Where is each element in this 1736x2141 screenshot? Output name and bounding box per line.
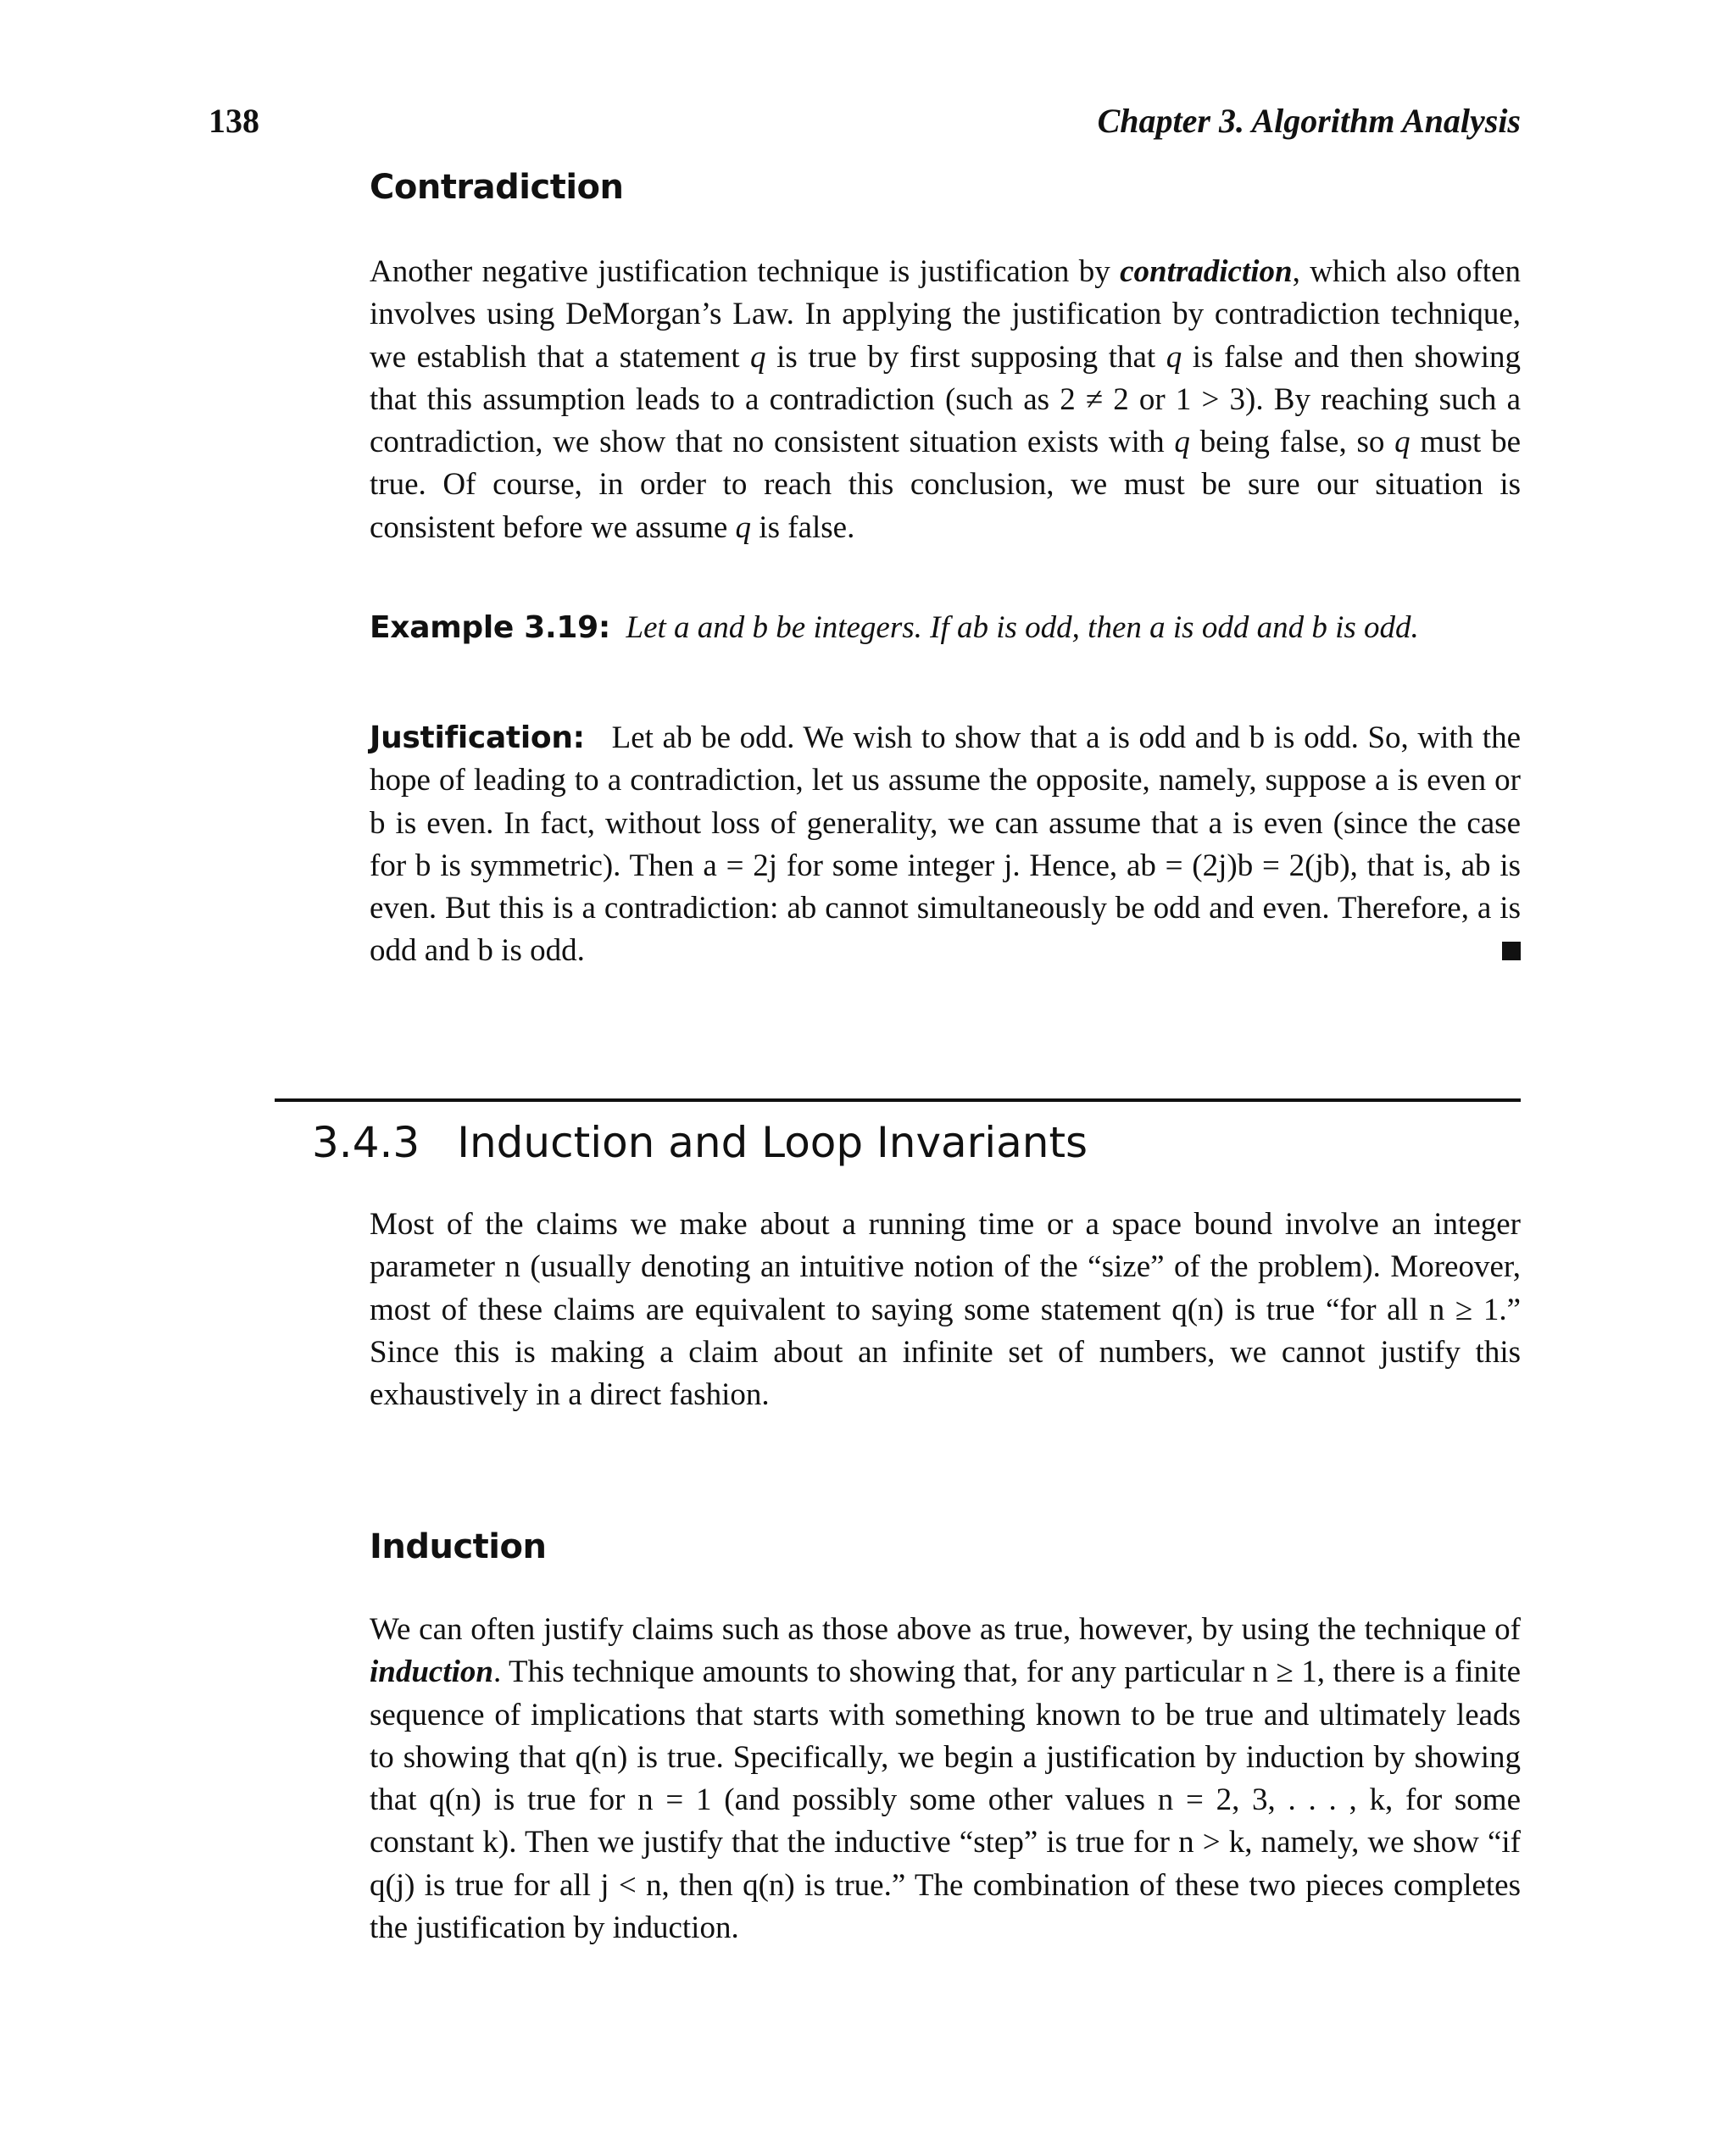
text-span: is false and then showing that this assumption leads to a contradiction (such as 2 ≠ 2 or 1 > 3). By reaching such a contradiction, we show that no consistent situation exists with — [370, 339, 1521, 460]
text-span: . This technique amounts to showing that, for any particular n ≥ 1, there is a finite sequence of implications that starts with something known to be true and ultimately leads to showing that q(n) is true. Specifically, we begin a justification by induction by showing that q(n) is true for n = 1 (and possibly some other values n = 2, 3, . . . , k, for some constant k). Then we justify that the inductive “step” is true for n > k, namely, we show “if q(j) is true for all j < n, then q(n) is true.” The combination of these two pieces completes the justification by induction. — [370, 1654, 1521, 1946]
induction-paragraph — [370, 1609, 1521, 1949]
example-label: Example 3.19: — [370, 610, 610, 645]
contradiction-paragraph — [370, 251, 1521, 549]
text-span: , which also often involves using DeMorgan’s Law. In applying the justification by contradiction technique, we establish that a statement — [370, 254, 1521, 375]
section-title: Induction and Loop Invariants — [457, 1118, 1088, 1167]
text-span: is true by first supposing that — [765, 339, 1166, 375]
justification-text: Let ab be odd. We wish to show that a is odd and b is odd. So, with the hope of leading to a contradiction, let us assume the opposite, namely, suppose a is even or b is even. In fact, without loss of generality, we can assume that a is even (since the case for b is symmetric). Then a = 2j for some integer j. Hence, ab = (2j)b = 2(jb), that is, ab is even. But this is a contradiction: ab cannot simultaneously be odd and even. Therefore, a is odd and b is odd. — [370, 720, 1522, 969]
induction-heading: Induction — [370, 1527, 547, 1566]
math-var: q — [735, 509, 752, 545]
section-number: 3.4.3 — [312, 1118, 420, 1167]
example-statement: Let a and b be integers. If ab is odd, then a is odd and b is odd. — [626, 610, 1419, 645]
running-header: Chapter 3. Algorithm Analysis — [1097, 102, 1521, 140]
text-span: must be true. Of course, in order to reach this conclusion, we must be sure our situation is consistent before we assume — [370, 425, 1521, 545]
text-span: We can often justify claims such as those above as true, however, by using the technique of — [370, 1612, 1521, 1647]
math-var: q — [1166, 339, 1182, 375]
section-heading — [312, 1115, 1088, 1170]
contradiction-heading: Contradiction — [370, 168, 624, 207]
example-3-19 — [370, 607, 1521, 649]
term-induction: induction — [370, 1654, 493, 1690]
term-contradiction: contradiction — [1120, 254, 1293, 289]
text-span: is false. — [751, 509, 855, 545]
math-var: q — [1394, 425, 1410, 460]
qed-square-icon — [1502, 942, 1521, 960]
text-span: being false, so — [1189, 425, 1395, 460]
page-number: 138 — [209, 102, 259, 140]
math-var: q — [1174, 425, 1190, 460]
justification-paragraph — [370, 717, 1521, 973]
section-intro-paragraph: Most of the claims we make about a running time or a space bound involve an integer parameter n (usually denoting an intuitive notion of the “size” of the problem). Moreover, most of these claims are equivalent to saying some statement q(n) is true “for all n ≥ 1.” Since this is making a claim about an infinite set of numbers, we cannot justify this exhaustively in a direct fashion. — [370, 1207, 1521, 1413]
section-divider — [275, 1098, 1521, 1102]
text-span: Another negative justification technique is justification by — [370, 254, 1121, 289]
math-var: q — [750, 339, 766, 375]
justification-label: Justification: — [370, 720, 585, 755]
